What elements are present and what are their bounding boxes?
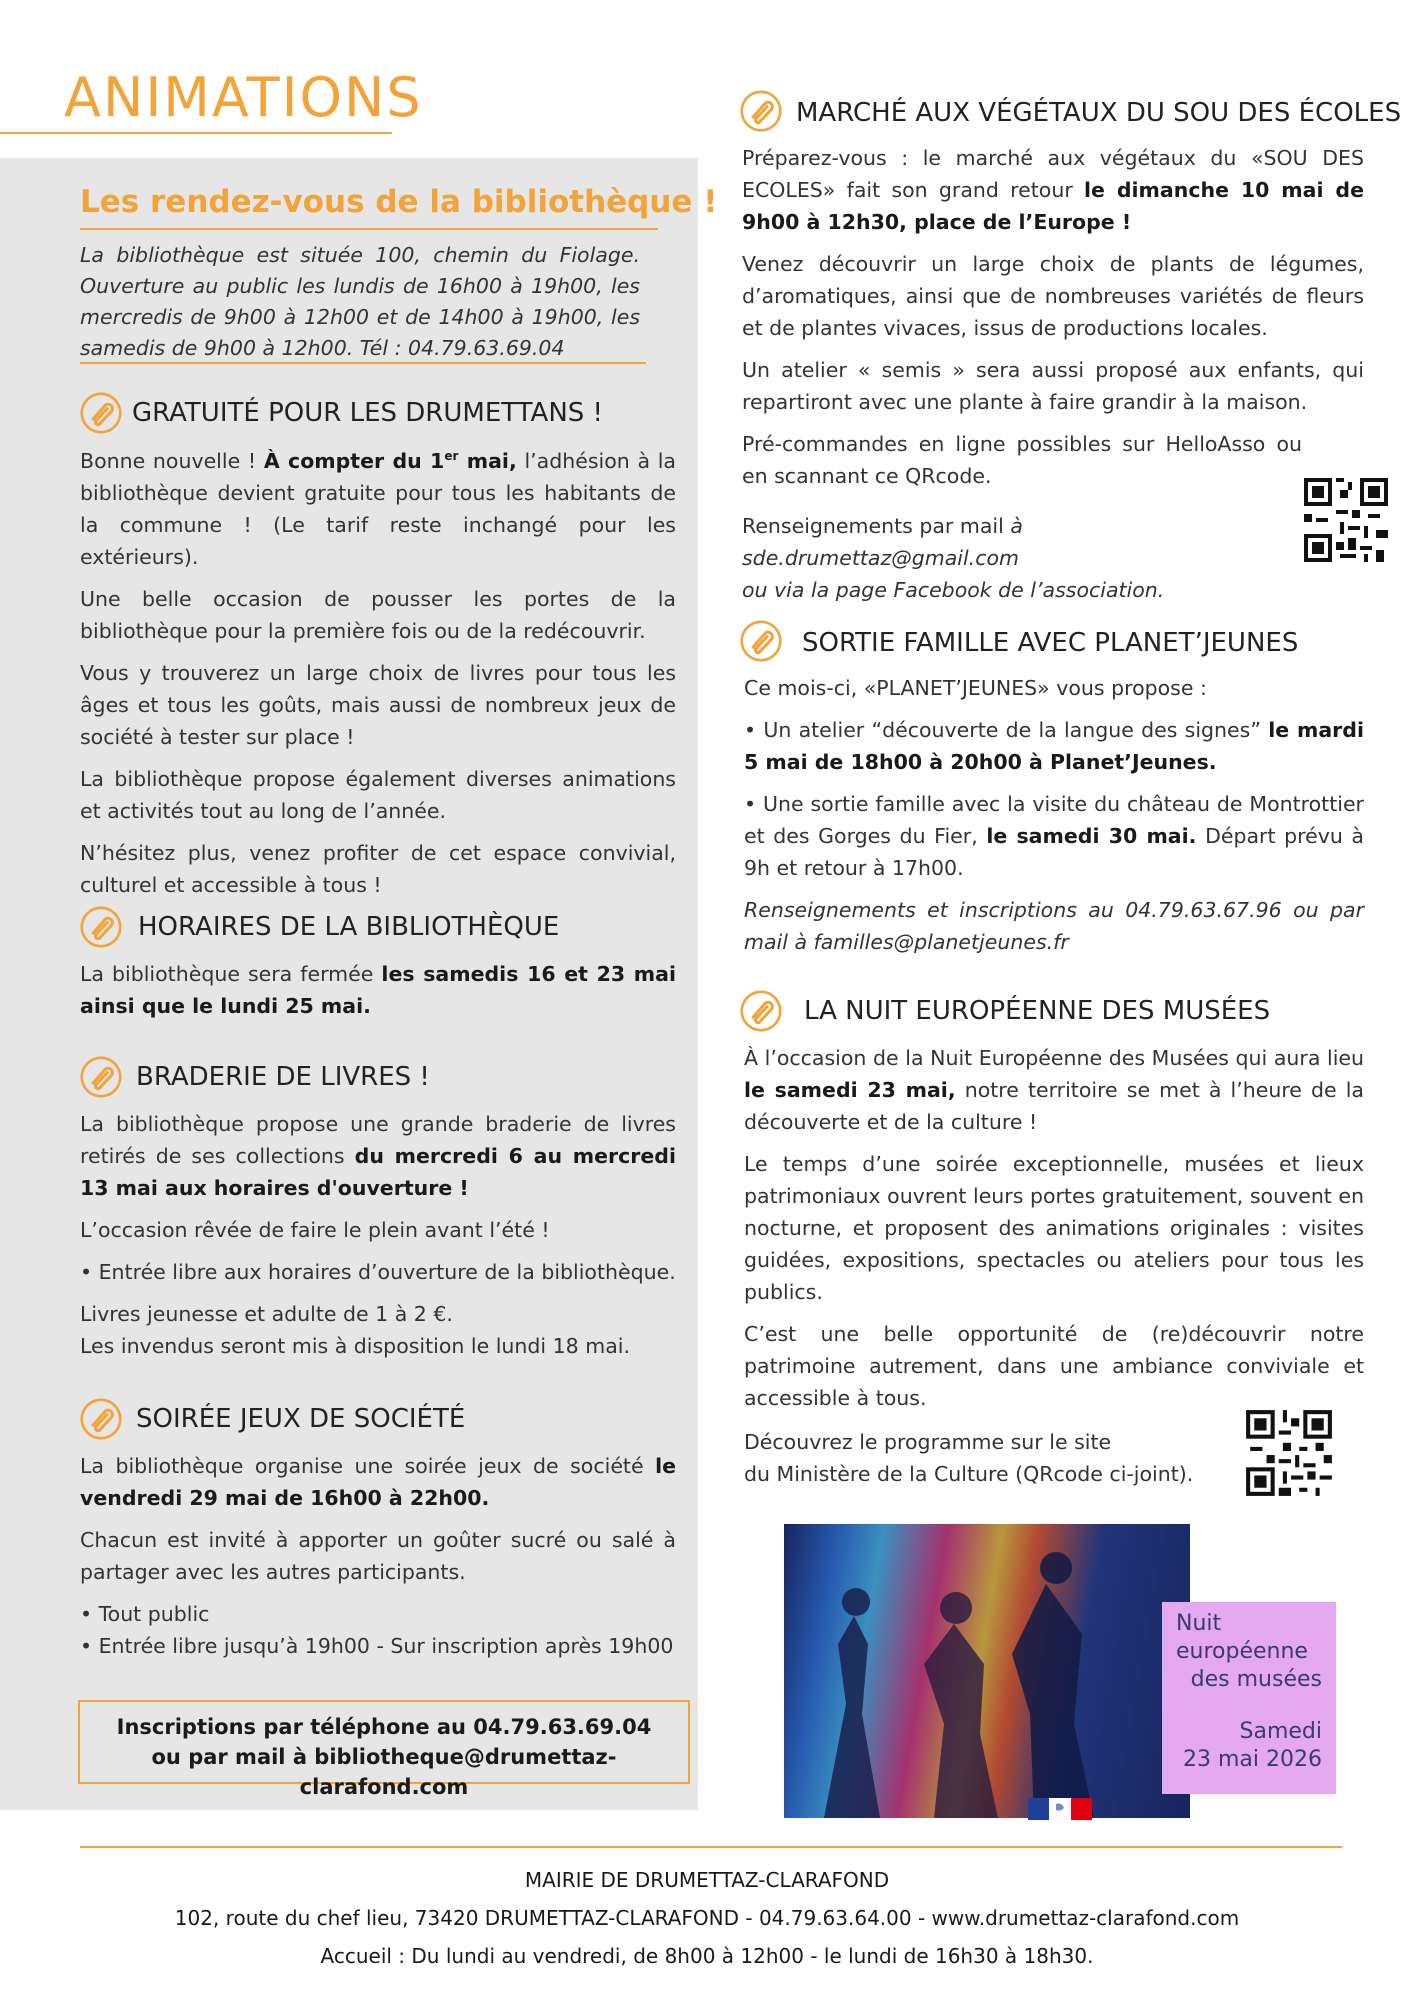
nuit-label-line: européenne — [1176, 1639, 1308, 1664]
section-title-marche: MARCHÉ AUX VÉGÉTAUX DU SOU DES ÉCOLES — [796, 98, 1402, 128]
library-contact-box — [78, 1700, 690, 1799]
dancers-silhouette-image — [784, 1524, 1190, 1818]
paperclip-icon — [740, 620, 782, 662]
library-intro: La bibliothèque est située 100, chemin du Fiolage. Ouverture au public les lundis de 16h00 à 19h00, les mercredis de 9h00 à 12h00 et de 14h00 à 19h00, les samedis de 9h00 à 12h00. Tél : 04.79.63.69.04 — [80, 243, 640, 360]
nuit-label-line: des musées — [1190, 1667, 1322, 1692]
footer-address: 102, route du chef lieu, 73420 DRUMETTAZ-CLARAFOND - 04.79.63.64.00 - www.drumettaz-clarafond.com — [174, 1906, 1240, 1930]
library-heading-underline — [80, 228, 658, 230]
footer-divider — [80, 1846, 1342, 1848]
nuit-musees-label — [1162, 1602, 1336, 1794]
section-body-sortie: Ce mois-ci, «PLANET’JEUNES» vous propose : • Un atelier “découverte de la langue des signes” le mardi 5 mai de 18h00 à 20h00 à Planet’Jeunes. • Une sortie famille avec la visite du château de Montrottier et des Gorges du Fier, le samedi 30 mai. Départ prévu à 9h et retour à 17h00. Renseignements et inscriptions au 04.79.63.67.96 ou par mail à familles@planetjeunes.fr — [744, 676, 1364, 954]
section-title-braderie: BRADERIE DE LIVRES ! — [136, 1062, 430, 1092]
title-underline — [0, 132, 392, 134]
nuit-label-line: Nuit — [1176, 1611, 1222, 1636]
section-title-horaires: HORAIRES DE LA BIBLIOTHÈQUE — [138, 912, 560, 942]
qr-code-icon[interactable] — [1300, 474, 1392, 566]
section-title-soiree: SOIRÉE JEUX DE SOCIÉTÉ — [136, 1404, 466, 1434]
paperclip-icon — [80, 1398, 122, 1440]
nuit-label-line: Samedi — [1239, 1719, 1322, 1744]
nuit-programme: Découvrez le programme sur le site du Ministère de la Culture (QRcode ci-joint). — [744, 1430, 1194, 1486]
nuit-label-line: 23 mai 2026 — [1183, 1747, 1322, 1772]
nuit-musees-poster — [784, 1524, 1190, 1818]
paperclip-icon — [80, 906, 122, 948]
section-title-sortie: SORTIE FAMILLE AVEC PLANET’JEUNES — [802, 628, 1299, 658]
section-body-nuit: À l’occasion de la Nuit Européenne des Musées qui aura lieu le samedi 23 mai, notre territoire se met à l’heure de la découverte et de la culture ! Le temps d’une soirée exceptionnelle, musées et lieux patrimoniaux ouvrent leurs portes gratuitement, souvent en nocturne, et proposent des animations originales : visites guidées, expositions, spectacles ou ateliers pour tous les publics. C’est une belle opportunité de (re)découvrir notre patrimoine autrement, dans une ambiance conviviale et accessible à tous. — [744, 1046, 1364, 1410]
footer-hours: Accueil : Du lundi au vendredi, de 8h00 à 12h00 - le lundi de 16h30 à 18h30. — [320, 1944, 1094, 1968]
contact-email[interactable]: ou par mail à bibliotheque@drumettaz-clarafond.com — [151, 1745, 617, 1799]
section-body-marche: Préparez-vous : le marché aux végétaux du «SOU DES ECOLES» fait son grand retour le dimanche 10 mai de 9h00 à 12h30, place de l’Europe ! Venez découvrir un large choix de plants de légumes, d’aromatiques, ainsi que de nombreuses variétés de fleurs et de plantes vivaces, issus de productions locales. Un atelier « semis » sera aussi proposé aux enfants, qui repartiront avec une plante à faire grandir à la maison. Pré-commandes en ligne possibles sur HelloAsso ou en scannant ce QRcode. — [742, 146, 1364, 488]
paperclip-icon — [740, 90, 782, 132]
republique-francaise-logo-icon — [1028, 1798, 1092, 1820]
section-title-nuit: LA NUIT EUROPÉENNE DES MUSÉES — [804, 996, 1271, 1026]
paperclip-icon — [740, 990, 782, 1032]
library-intro-underline — [80, 362, 646, 364]
section-title-gratuite: GRATUITÉ POUR LES DRUMETTANS ! — [132, 398, 603, 428]
footer-mairie: MAIRIE DE DRUMETTAZ-CLARAFOND — [524, 1868, 890, 1892]
page-title: ANIMATIONS — [64, 66, 423, 129]
section-body-soiree: La bibliothèque organise une soirée jeux de société le vendredi 29 mai de 16h00 à 22h00. Chacun est invité à apporter un goûter sucré ou salé à partager avec les autres participants. • Tout public • Entrée libre jusqu’à 19h00 - Sur inscription après 19h00 — [80, 1454, 676, 1658]
paperclip-icon — [80, 1056, 122, 1098]
section-body-gratuite: Bonne nouvelle ! À compter du 1er mai, l’adhésion à la bibliothèque devient gratuite pour tous les habitants de la commune ! (Le tarif reste inchangé pour les extérieurs). Une belle occasion de pousser les portes de la bibliothèque pour la première fois ou de la redécouvrir. Vous y trouverez un large choix de livres pour tous les âges et tous les goûts, mais aussi de nombreux jeux de société à tester sur place ! La bibliothèque propose également diverses animations et activités tout au long de l’année. N’hésitez plus, venez profiter de cet espace convivial, culturel et accessible à tous ! — [80, 448, 676, 897]
qr-code-icon[interactable] — [1242, 1406, 1336, 1500]
contact-phone: Inscriptions par téléphone au 04.79.63.69.04 — [116, 1715, 652, 1739]
library-heading: Les rendez-vous de la bibliothèque ! — [80, 184, 718, 220]
section-body-horaires: La bibliothèque sera fermée les samedis 16 et 23 mai ainsi que le lundi 25 mai. — [80, 962, 677, 1018]
marche-contact: Renseignements par mail à sde.drumettaz@gmail.com ou via la page Facebook de l’association. — [742, 514, 1165, 602]
section-body-braderie: La bibliothèque propose une grande braderie de livres retirés de ses collections du mercredi 6 au mercredi 13 mai aux horaires d'ouverture ! L’occasion rêvée de faire le plein avant l’été ! • Entrée libre aux horaires d’ouverture de la bibliothèque. Livres jeunesse et adulte de 1 à 2 €. Les invendus seront mis à disposition le lundi 18 mai. — [80, 1112, 676, 1358]
paperclip-icon — [80, 392, 122, 434]
